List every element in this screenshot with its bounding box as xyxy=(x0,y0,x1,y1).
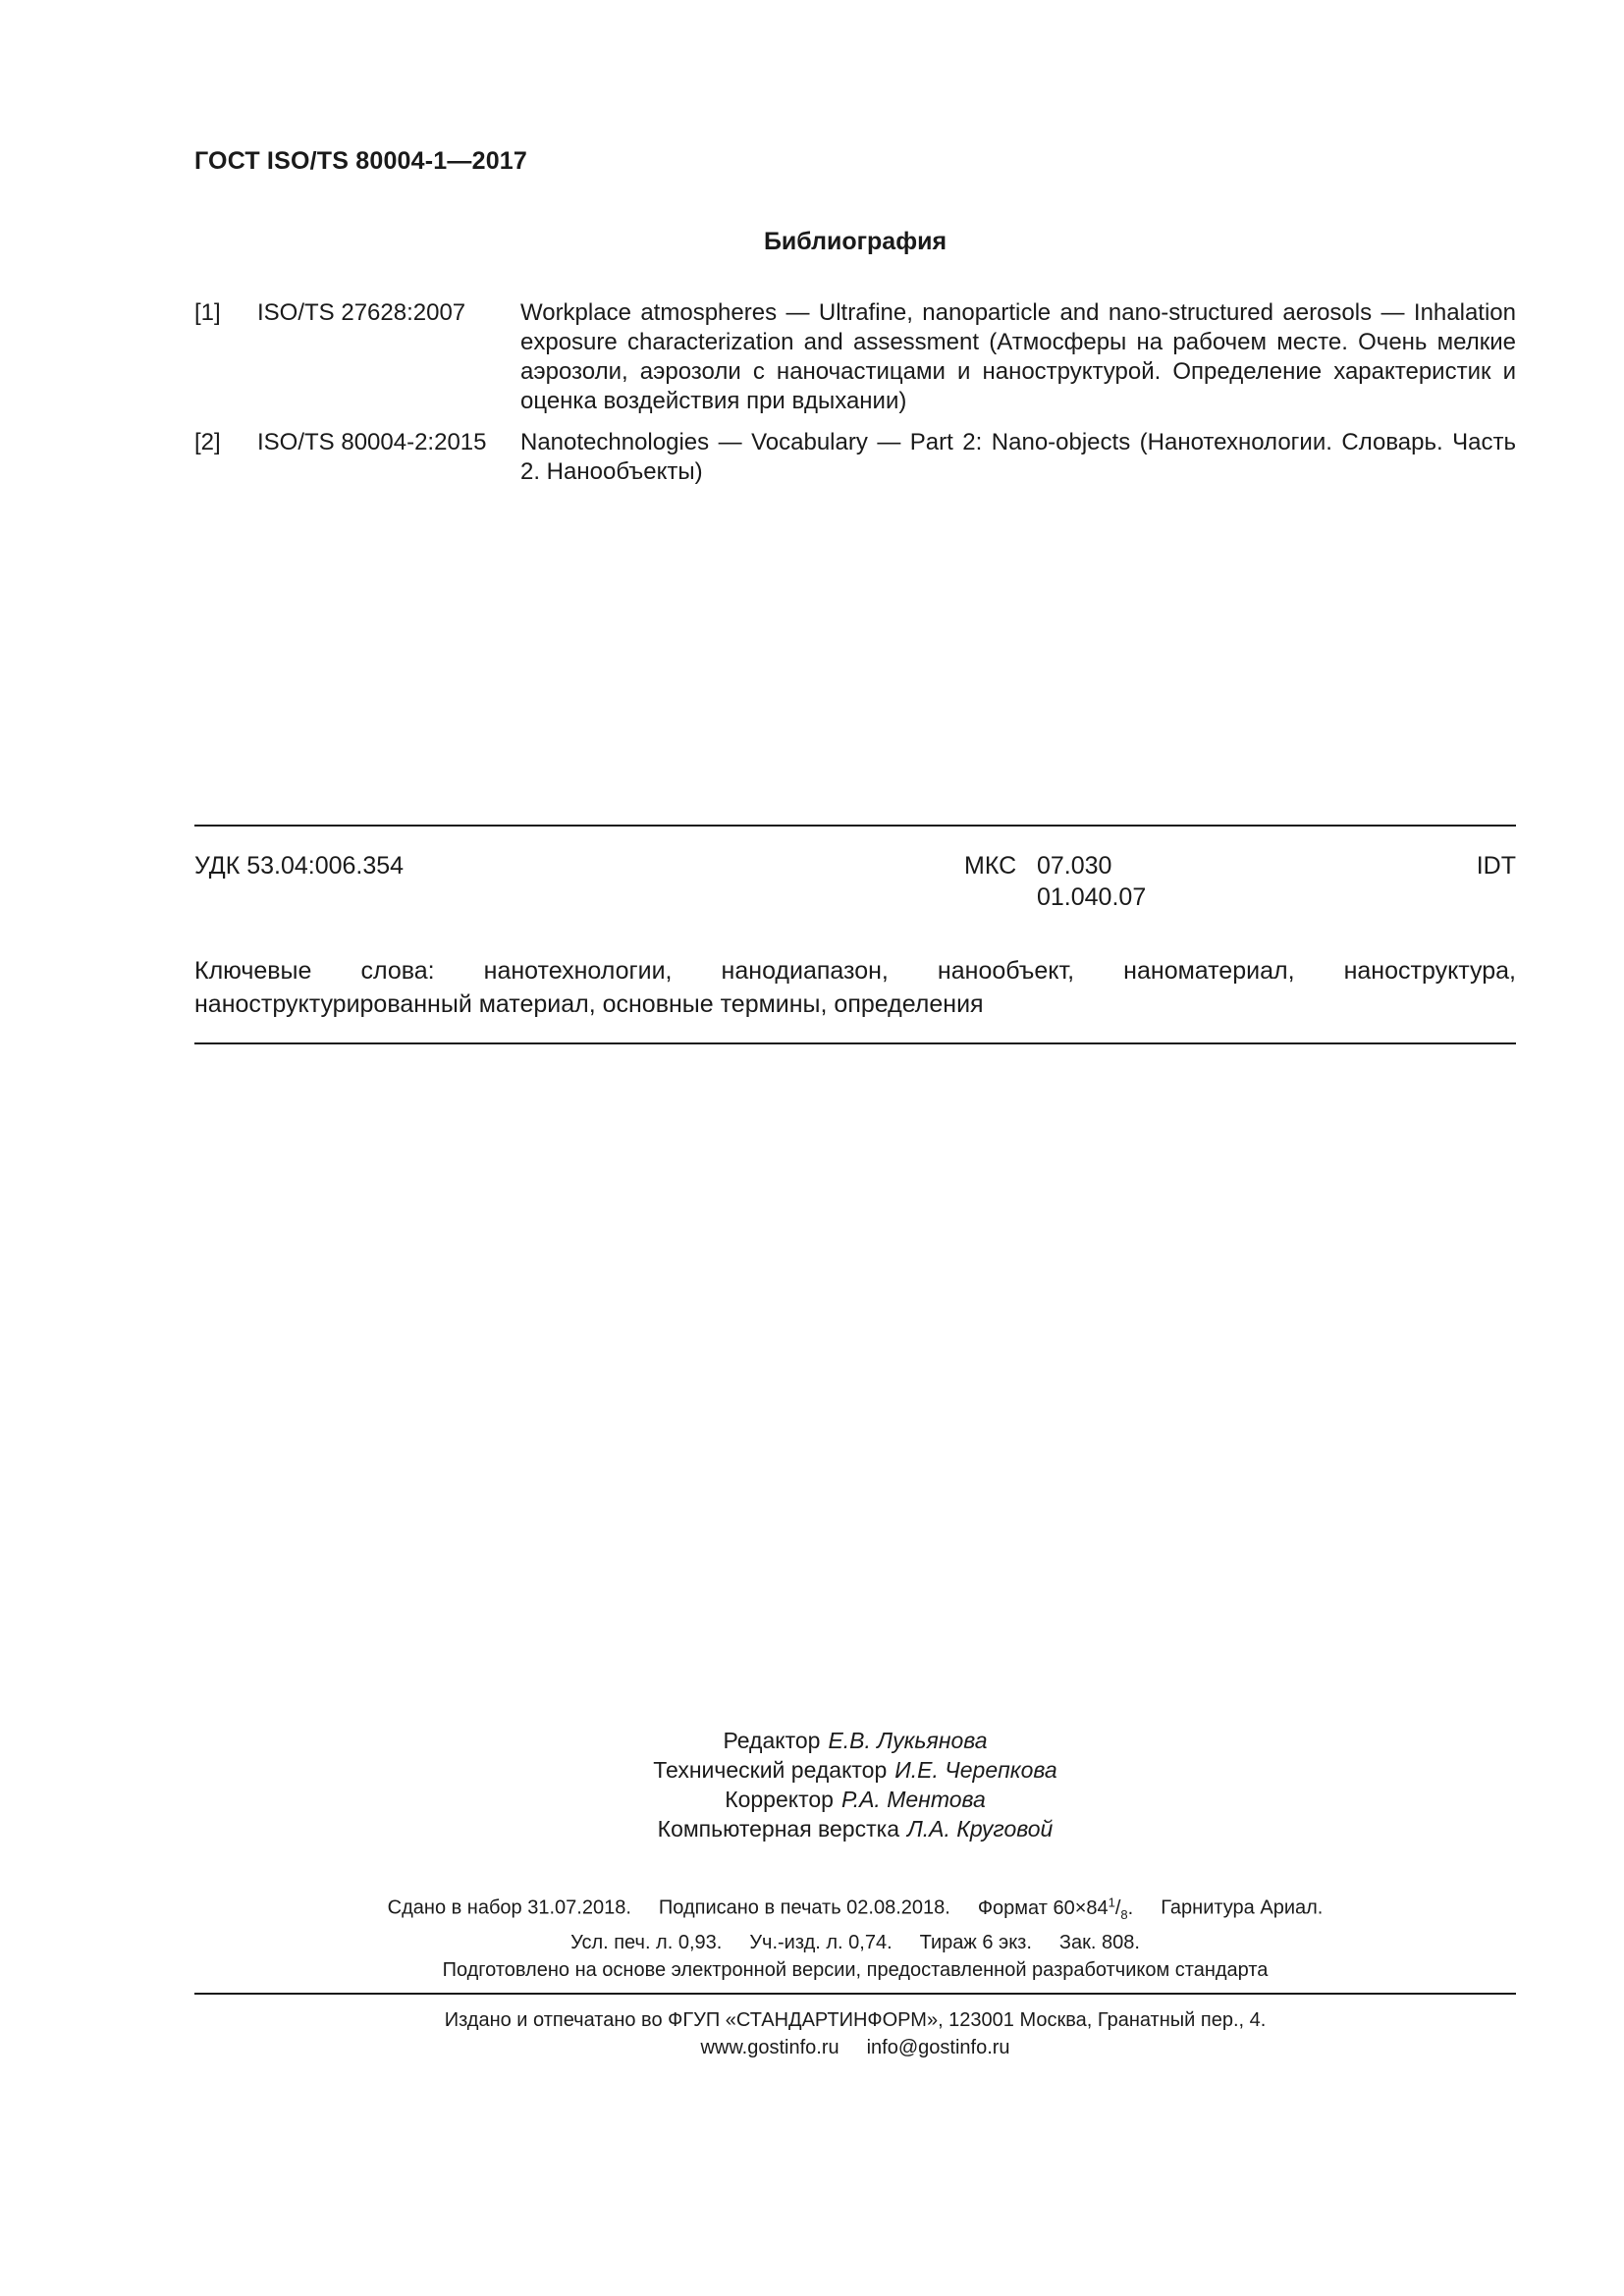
credits-block xyxy=(194,1726,1516,1843)
credit-name: Р.А. Ментова xyxy=(840,1787,986,1812)
publisher-line: Издано и отпечатано во ФГУП «СТАНДАРТИНФОРМ», 123001 Москва, Гранатный пер., 4. xyxy=(444,2009,1267,2031)
publisher-contacts xyxy=(194,2034,1516,2061)
keywords: Ключевые слова: нанотехнологии, нанодиапазон, нанообъект, наноматериал, наноструктура, наноструктурированный материал, основные термины, определения xyxy=(194,957,1516,1018)
imprint-note: Подготовлено на основе электронной версии, предоставленной разработчиком стандарта xyxy=(442,1958,1269,1981)
imprint-line xyxy=(194,1889,1516,1929)
document-header: ГОСТ ISO/TS 80004-1—2017 xyxy=(194,147,528,175)
divider xyxy=(194,825,1516,827)
divider xyxy=(194,1042,1516,1044)
credit-role: Корректор xyxy=(725,1787,834,1812)
credit-role: Компьютерная верстка xyxy=(657,1816,899,1842)
mks-code: 01.040.07 xyxy=(1037,883,1147,911)
mks-label: МКС xyxy=(964,852,1017,880)
bibliography-title: Библиография xyxy=(763,228,947,255)
website-link[interactable]: www.gostinfo.ru xyxy=(700,2037,839,2058)
entry-number: [2] xyxy=(194,429,221,455)
credit-line xyxy=(194,1726,1516,1755)
entry-code: ISO/TS 27628:2007 xyxy=(257,299,466,326)
divider xyxy=(194,1993,1516,1995)
credit-role: Технический редактор xyxy=(653,1757,888,1783)
entry-code: ISO/TS 80004-2:2015 xyxy=(257,429,487,455)
imprint-order: Зак. 808. xyxy=(1058,1931,1140,1953)
credit-name: Е.В. Лукьянова xyxy=(828,1728,988,1753)
bibliography-entry xyxy=(194,428,1516,487)
imprint-pub-sheets: Уч.-изд. л. 0,74. xyxy=(749,1931,893,1953)
credit-line xyxy=(194,1755,1516,1785)
imprint-font: Гарнитура Ариал. xyxy=(1161,1896,1324,1919)
credit-role: Редактор xyxy=(723,1728,821,1753)
entry-description: Nanotechnologies — Vocabulary — Part 2: Nano-objects (Нанотехнологии. Словарь. Часть 2. Нанообъекты) xyxy=(520,429,1516,485)
mks-codes xyxy=(1037,850,1146,913)
credit-name: И.Е. Черепкова xyxy=(894,1757,1057,1783)
imprint-format: Формат $60\times 84^1/_8$. xyxy=(977,1895,1134,1922)
credit-line xyxy=(194,1814,1516,1843)
imprint-line xyxy=(194,1929,1516,1956)
imprint-block xyxy=(194,1889,1516,1984)
idt-marker: IDT xyxy=(1476,852,1516,880)
email-link[interactable]: info@gostinfo.ru xyxy=(866,2037,1010,2058)
imprint-signed: Подписано в печать 02.08.2018. xyxy=(658,1896,950,1919)
bibliography-entry xyxy=(194,298,1516,416)
imprint-print-sheets: Усл. печ. л. 0,93. xyxy=(570,1931,723,1953)
entry-description: Workplace atmospheres — Ultrafine, nanoparticle and nano-structured aerosols — Inhalation exposure characterization and assessment (Атмосферы на рабочем месте. Очень мелкие аэрозоли, аэрозоли с наночастицами и наноструктурой. Определение характеристик и оценка воздействия при вдыхании) xyxy=(520,299,1516,414)
publisher-block xyxy=(194,2006,1516,2061)
credit-name: Л.А. Круговой xyxy=(907,1816,1054,1842)
mks-code: 07.030 xyxy=(1037,852,1112,880)
imprint-sent: Сдано в набор 31.07.2018. xyxy=(387,1896,631,1919)
imprint-circulation: Тираж 6 экз. xyxy=(919,1931,1032,1953)
udk-code: УДК 53.04:006.354 xyxy=(194,852,405,880)
entry-number: [1] xyxy=(194,299,221,326)
credit-line xyxy=(194,1785,1516,1814)
